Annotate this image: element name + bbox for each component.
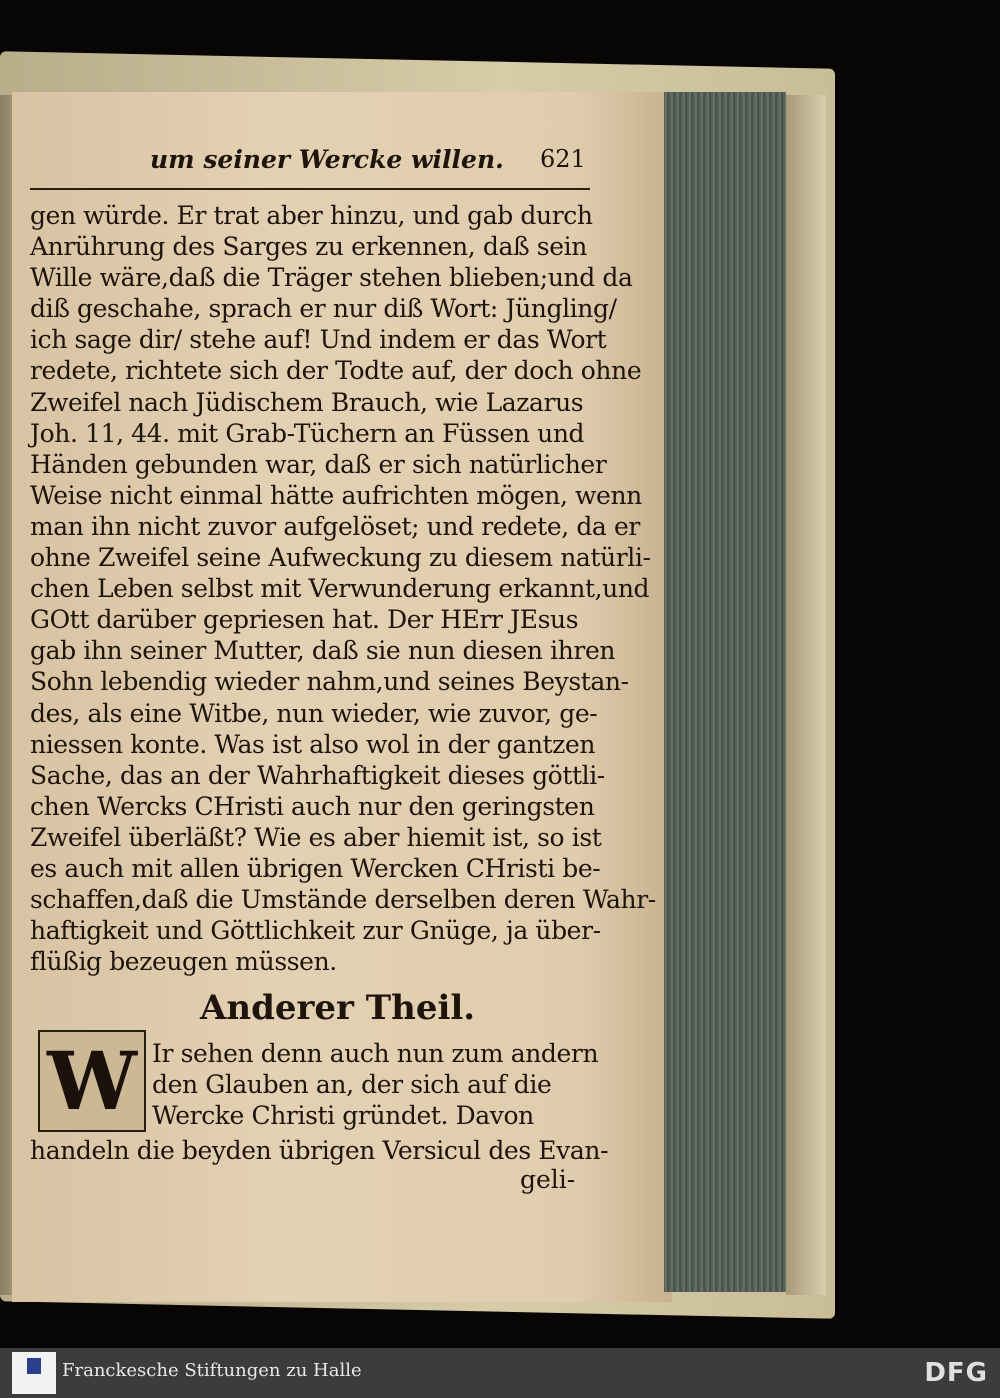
text-line: Wercke Christi gründet. Davon [152,1101,534,1131]
text-line: Joh. 11, 44. mit Grab-Tüchern an Füssen und [30,418,585,448]
text-line: niessen konte. Was ist also wol in der gantzen [30,729,596,759]
text-line: gen würde. Er trat aber hinzu, und gab durch [30,201,593,230]
decorated-drop-initial: W [38,1030,146,1132]
text-line: Sache, das an der Wahrhaftigkeit dieses göttli- [30,760,605,790]
text-line: ich sage dir/ stehe auf! Und indem er das Wort [30,325,607,355]
text-line: Weise nicht einmal hätte aufrichten mögen, wenn [30,480,642,510]
text-line: diß geschahe, sprach er nur diß Wort: Jüngling/ [30,294,617,324]
page-fore-edge [664,92,786,1292]
text-line: Ir sehen denn auch nun zum andern [152,1039,599,1068]
text-line: chen Wercks CHristi auch nur den geringsten [30,791,595,821]
text-line: redete, richtete sich der Todte auf, der doch ohne [30,356,642,386]
text-line: GOtt darüber gepriesen hat. Der HErr JEsus [30,605,579,635]
page-number: 621 [540,145,586,173]
text-line: Wille wäre,daß die Träger stehen blieben;und da [30,263,633,293]
running-head: um seiner Wercke willen. [150,145,504,174]
text-line: Zweifel überläßt? Wie es aber hiemit ist, so ist [30,822,602,852]
text-line: gab ihn seiner Mutter, daß sie nun diesen ihren [30,636,616,666]
body-text [30,200,656,977]
text-line: schaffen,daß die Umstände derselben deren Wahr- [30,885,656,915]
paragraph-continuation [30,1135,609,1166]
institution-name: Franckesche Stiftungen zu Halle [62,1360,362,1381]
text-line: Zweifel nach Jüdischem Brauch, wie Lazarus [30,387,584,417]
text-line: flüßig bezeugen müssen. [30,947,337,977]
text-line: ohne Zweifel seine Aufweckung zu diesem natürli- [30,543,651,573]
building-icon [27,1358,41,1374]
catchword: geli- [520,1165,576,1194]
text-line: haftigkeit und Göttlichkeit zur Gnüge, ja über- [30,916,601,946]
text-line: es auch mit allen übrigen Wercken CHristi be- [30,853,601,883]
text-line: den Glauben an, der sich auf die [152,1070,552,1100]
text-line: Sohn lebendig wieder nahm,und seines Beystan- [30,667,629,697]
text-line: man ihn nicht zuvor aufgelöset; und redete, da er [30,511,640,541]
text-line: des, als eine Witbe, nun wieder, wie zuvor, ge- [30,698,598,728]
text-line: Anrührung des Sarges zu erkennen, daß sein [30,232,587,262]
cover-edge [786,95,826,1295]
header-rule [30,188,590,190]
dfg-logo[interactable]: DFG [924,1358,988,1388]
text-line: chen Leben selbst mit Verwunderung erkannt,und [30,574,650,604]
paragraph-beside-initial [152,1038,599,1131]
section-heading: Anderer Theil. [200,988,476,1028]
viewer-footer [0,1348,1000,1398]
text-line: Händen gebunden war, daß er sich natürlicher [30,449,607,479]
text-line: handeln die beyden übrigen Versicul des Evan- [30,1136,609,1165]
franckesche-stiftungen-logo[interactable] [12,1352,56,1394]
